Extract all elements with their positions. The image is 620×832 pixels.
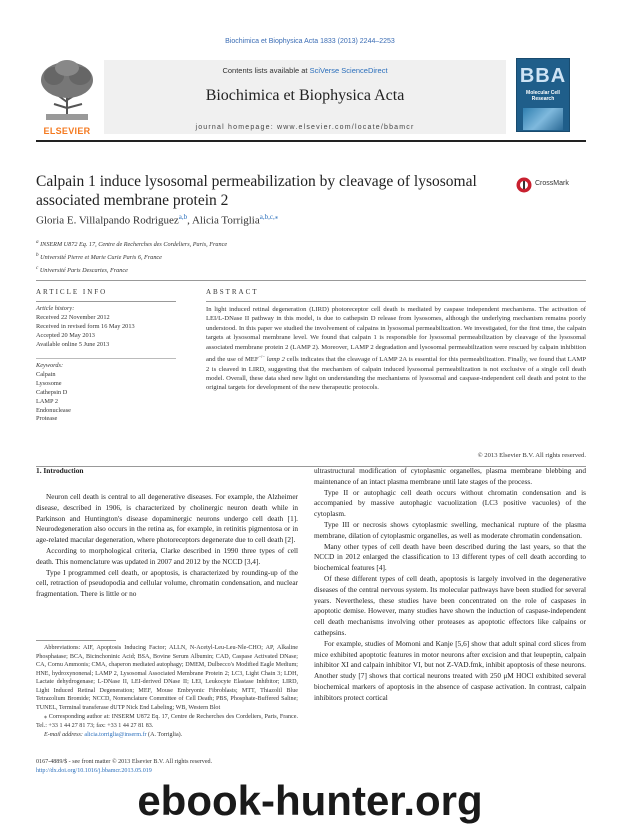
watermark	[0, 779, 620, 827]
article-history	[36, 305, 176, 350]
corresponding-author-footnote: ⁎ Corresponding author at: INSERM U872 Eq. 17, Centre de Recherches des Cordeliers, Paris, France. Tel.: +33 1 44 27 81 73; fax: +33 1 44 27 81 83.	[36, 714, 298, 729]
affiliation-item	[36, 250, 436, 263]
history-item: Received 22 November 2012	[36, 313, 110, 321]
affiliations	[36, 237, 436, 276]
abstract-heading: ABSTRACT	[206, 288, 259, 296]
keyword-item: Protease	[36, 415, 58, 423]
abstract-part: cells indicates that the cleavage of LAMP 2A is essential for this permeabilization. Finally, we found that LAMP 2 is cleaved in LIRD, suggesting that the mechanism of calpain induced lysosomal permeabilization is not exclusive of a single cell death model. Overall, these data shed new light on understanding the mechanisms of lysosomal and caspase-independent cell death and point to the original targets for development of the new therapeutic protocols.	[206, 356, 586, 392]
abstract-text	[206, 305, 586, 393]
email-suffix: (A. Torriglia).	[146, 732, 183, 738]
mef-superscript: −/−	[258, 354, 265, 360]
article-title: Calpain 1 induce lysosomal permeabilization by cleavage of lysosomal associated membrane protein 2	[36, 173, 477, 209]
author-affiliation-sup[interactable]: a,b,c,⁎	[259, 213, 279, 221]
watermark-text: ebook-hunter.org	[137, 779, 483, 824]
affiliation-item	[36, 237, 436, 250]
author-name: Gloria E. Villalpando Rodriguez	[36, 214, 179, 227]
keyword-item: Lysosome	[36, 379, 62, 387]
email-footnote	[36, 731, 298, 740]
lamp-italic: lamp 2	[266, 356, 285, 364]
affiliation-sup: b	[36, 252, 39, 259]
abstract-copyright: © 2013 Elsevier B.V. All rights reserved.	[477, 452, 586, 459]
affiliation-sup: c	[36, 265, 39, 272]
crossmark-badge[interactable]	[516, 176, 572, 194]
publication-info	[36, 758, 298, 775]
cover-subtitle: Molecular Cell Research	[526, 90, 560, 102]
body-paragraph: For example, studies of Momoni and Kanje [5,6] show that adult spinal cord slices from mice exhibited apoptotic features in motor neurons after excision and that leupeptin, calpain inhibitor XI and calpain inhibitor VI, but not Z-VAD.fmk, inhibit apoptosis of these neurons. Another study [7] shows that cortical neurons treated with 250 μM HOCl exhibited several biochemical markers of apoptosis in the absence of caspase activation. In contrast, calpain inhibitors protect cortical	[314, 638, 586, 702]
journal-citation[interactable]: Biochimica et Biophysica Acta 1833 (2013) 2244–2253	[225, 38, 395, 45]
crossmark-label: CrossMark	[535, 180, 569, 187]
author-list	[36, 213, 556, 227]
article-info-heading: ARTICLE INFO	[36, 288, 108, 296]
body-paragraph: According to morphological criteria, Clarke described in 1990 three types of cell death. This nomenclature was updated in 2007 and 2012 by the NCCD [3,4].	[36, 545, 298, 566]
section-heading-introduction: 1. Introduction	[36, 466, 84, 475]
footnote-rule	[36, 640, 116, 641]
body-column-left	[36, 492, 298, 600]
contents-line	[104, 66, 506, 75]
body-paragraph: Type III or necrosis shows cytoplasmic swelling, mechanical rupture of the plasma membrane, dilation of cytoplasmic organelles, as well as moderate chromatin condensation.	[314, 519, 586, 540]
author-separator: ,	[187, 214, 192, 227]
doi-link[interactable]: http://dx.doi.org/10.1016/j.bbamcr.2013.05.019	[36, 767, 152, 774]
sciencedirect-link[interactable]: SciVerse ScienceDirect	[309, 66, 388, 75]
affiliation-sup: a	[36, 239, 39, 245]
affiliation-item	[36, 263, 436, 276]
history-item: Accepted 20 May 2013	[36, 331, 95, 339]
article-info-rule	[36, 358, 176, 359]
watermark-svg	[0, 779, 620, 827]
author-name: Alicia Torriglia	[191, 214, 260, 227]
crossmark-icon	[516, 177, 532, 193]
body-paragraph: ultrastructural modification of cytoplasmic organelles, plasma membrane blebbing and maintenance of an intact plasma membrane until late stages of the process.	[314, 466, 586, 486]
abstract-rule	[206, 301, 586, 302]
abstract-part: In light induced retinal degeneration (LIRD) photoreceptor cell death is mediated by caspase independent mechanisms. The activation of LEI/L-DNase II pathway in this model, is due to cathepsin D release from lysosomes, although the underlying mechanism remains poorly understood. In this paper we studied the involvement of calpains in lysosomal permeabilization. We investigated, for the first time, the calpain targets at lysosomal membrane level. We found that calpain 1 is responsible for lysosomal permeabilization by cleavage of the lysosomal associated membrane protein 2 (LAMP 2). Moreover, LAMP 2 degradation and lysosomal permeabilization were rescued by calpain inhibition and the use of MEF	[206, 306, 586, 364]
keyword-item: LAMP 2	[36, 397, 58, 405]
body-paragraph: Type II or autophagic cell death occurs without chromatin condensation and is accompanied by massive autophagic vacuolization (LC3 positive vacuoles) of the cytoplasm.	[314, 487, 586, 519]
footnotes	[36, 644, 298, 741]
body-paragraph: Of these different types of cell death, apoptosis is largely involved in the degenerative diseases of the central nervous system. Its molecular pathways have been studied for several years. Nevertheless, these studies have been concentrated on the role of caspases in apoptotic demise. However, many studies have shown the induction of caspase-independent cell death mechanisms involving other proteases as apoptotic effectors like calpains or cathepsins.	[314, 573, 586, 637]
affiliation-text: INSERM U872 Eq. 17, Centre de Recherches des Cordeliers, Paris, France	[40, 241, 228, 249]
journal-homepage[interactable]: journal homepage: www.elsevier.com/locate/bbamcr	[195, 124, 415, 131]
section-rule	[36, 280, 586, 281]
keywords-label: Keywords:	[36, 362, 64, 369]
issn-line: 0167-4889/$ - see front matter © 2013 Elsevier B.V. All rights reserved.	[36, 759, 213, 765]
history-item: Available online 5 June 2013	[36, 340, 110, 348]
contents-prefix: Contents lists available at	[222, 66, 310, 75]
author-affiliation-sup[interactable]: a,b	[178, 213, 188, 221]
header-rule	[36, 140, 586, 142]
keywords	[36, 362, 176, 424]
journal-name: Biochimica et Biophysica Acta	[205, 87, 405, 104]
history-item: Received in revised form 16 May 2013	[36, 322, 135, 330]
email-label: E-mail address:	[44, 732, 85, 738]
journal-cover-image	[516, 58, 570, 132]
abbreviations-footnote: Abbreviations: AIF, Apoptosis Inducing Factor; ALLN, N-Acetyl-Leu-Leu-Nle-CHO; AP, Alkaline Phosphatase; BCA, Bicinchoninic Acid; BSA, Bovine Serum Albumin; CAD, Caspase Activated DNase; CA, Cornu Ammonis; CMA, chaperon mediated autophagy; DMEM, Dulbecco's Modified Eagle Medium; HNE, hydroxynonenal; LAMP 2, Lysosomal Associated Membrane Protein 2; LC3, Light Chain 3; LDH, Lactate dehydrogenase; L-DNase II, LEI-derived DNase II; LEI, Leukocyte Elastase Inhibitor; LIRD, Light Induced Retinal Degeneration; MEF, Mouse Embryonic Fibroblasts; MTT, Thiazolil Blue Tetrazolium Bromide; NCCD, Nomenclature Committee of Cell Death; PBS, Phosphate-Buffered Saline; TUNEL, Terminal transferase dUTP Nick End Labeling; WB, Western Blot	[36, 645, 298, 711]
body-paragraph: Neuron cell death is central to all degenerative diseases. For example, the Alzheimer disease, described in 1906, is characterized by cholinergic neuron death while in Parkinson and Huntington's disease dopaminergic neurons undergo cell death [1]. Neurodegeneration also occurs in the retina as, for example, in retinitis pigmentosa or in age-related macular degeneration, where photoreceptors degenerate due to cell death [2].	[36, 492, 298, 545]
elsevier-tree-logo	[36, 58, 98, 134]
cover-art	[523, 108, 563, 130]
keyword-item: Endonuclease	[36, 406, 71, 414]
keyword-item: Calpain	[36, 370, 56, 378]
affiliation-text: Université Pierre et Marie Curie Paris 6, France	[40, 254, 162, 262]
article-info-rule	[36, 301, 176, 302]
elsevier-wordmark: ELSEVIER	[43, 126, 91, 136]
body-paragraph: Many other types of cell death have been described during the last years, so that the NCCD in 2012 enlarged the classification to 13 different types of cell death according to biochemical features [4].	[314, 541, 586, 573]
affiliation-text: Université Paris Descartes, France	[39, 267, 128, 275]
keyword-item: Cathepsin D	[36, 388, 68, 396]
body-paragraph: Type I programmed cell death, or apoptosis, is characterized by rounding-up of the cell, retraction of pseudopodia and cellular volume, chromatin condensation, and nuclear fragmentation. There is little or no	[36, 567, 298, 599]
cover-title: BBA	[519, 65, 567, 87]
body-column-right	[314, 466, 586, 704]
email-link[interactable]: alicia.torriglia@inserm.fr	[84, 732, 147, 738]
history-label: Article history:	[36, 305, 75, 312]
